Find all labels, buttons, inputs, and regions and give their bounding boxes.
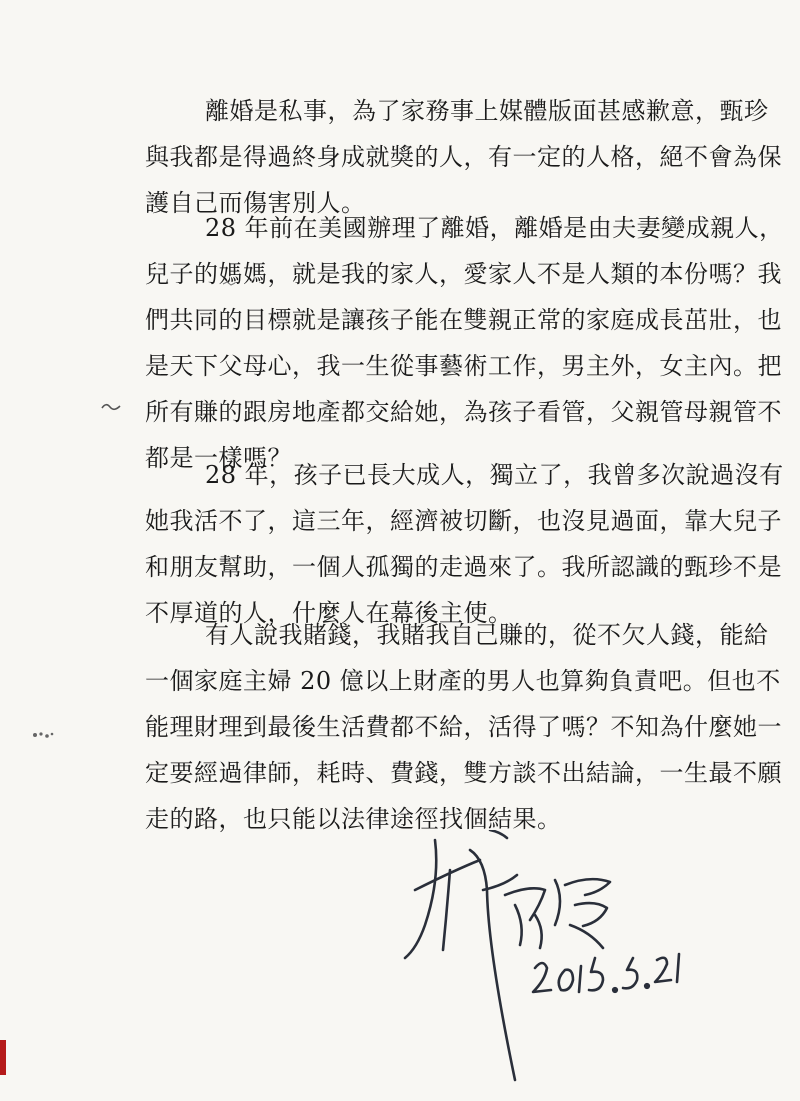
text-line: 與我都是得過終身成就獎的人，有一定的人格，絕不會為保 [145,143,782,171]
handwritten-signature [395,830,695,1100]
text-line: 有人說我賭錢，我賭我自己賺的，從不欠人錢，能給 [205,621,769,649]
text-line: 能理財理到最後生活費都不給，活得了嗎？不知為什麼她一 [145,713,782,741]
text-line: 都是一樣嗎？ [145,444,292,472]
text-line: 護自己而傷害別人。 [145,189,366,217]
text-line: 走的路，也只能以法律途徑找個結果。 [145,805,562,833]
text-line: 兒子的媽媽，就是我的家人，愛家人不是人類的本份嗎？我 [145,260,782,288]
text-line: 和朋友幫助，一個人孤獨的走過來了。我所認識的甄珍不是 [145,553,782,581]
text-line: 她我活不了，這三年，經濟被切斷，也沒見過面，靠大兒子 [145,507,782,535]
text-line: 定要經過律師，耗時、費錢，雙方談不出結論，一生最不願 [145,759,782,787]
text-line: 28 年前在美國辦理了離婚，離婚是由夫妻變成親人， [205,214,784,242]
paragraph-2 [145,205,784,481]
text-line: 是天下父母心，我一生從事藝術工作，男主外，女主內。把 [145,352,782,380]
stray-mark [100,400,122,414]
text-line: 離婚是私事，為了家務事上媒體版面甚感歉意，甄珍 [205,97,769,125]
text-line: 28 年，孩子已長大成人，獨立了，我曾多次說過沒有 [205,461,784,489]
text-line: 所有賺的跟房地產都交給她，為孩子看管，父親管母親管不 [145,398,782,426]
text-line: 不厚道的人，什麼人在幕後主使。 [145,599,513,627]
stray-mark [222,280,236,288]
edge-mark [0,1040,6,1075]
stray-mark [30,728,56,742]
text-line: 一個家庭主婦 20 億以上財產的男人也算夠負責吧。但也不 [145,667,781,695]
text-line: 們共同的目標就是讓孩子能在雙親正常的家庭成長茁壯，也 [145,306,782,334]
